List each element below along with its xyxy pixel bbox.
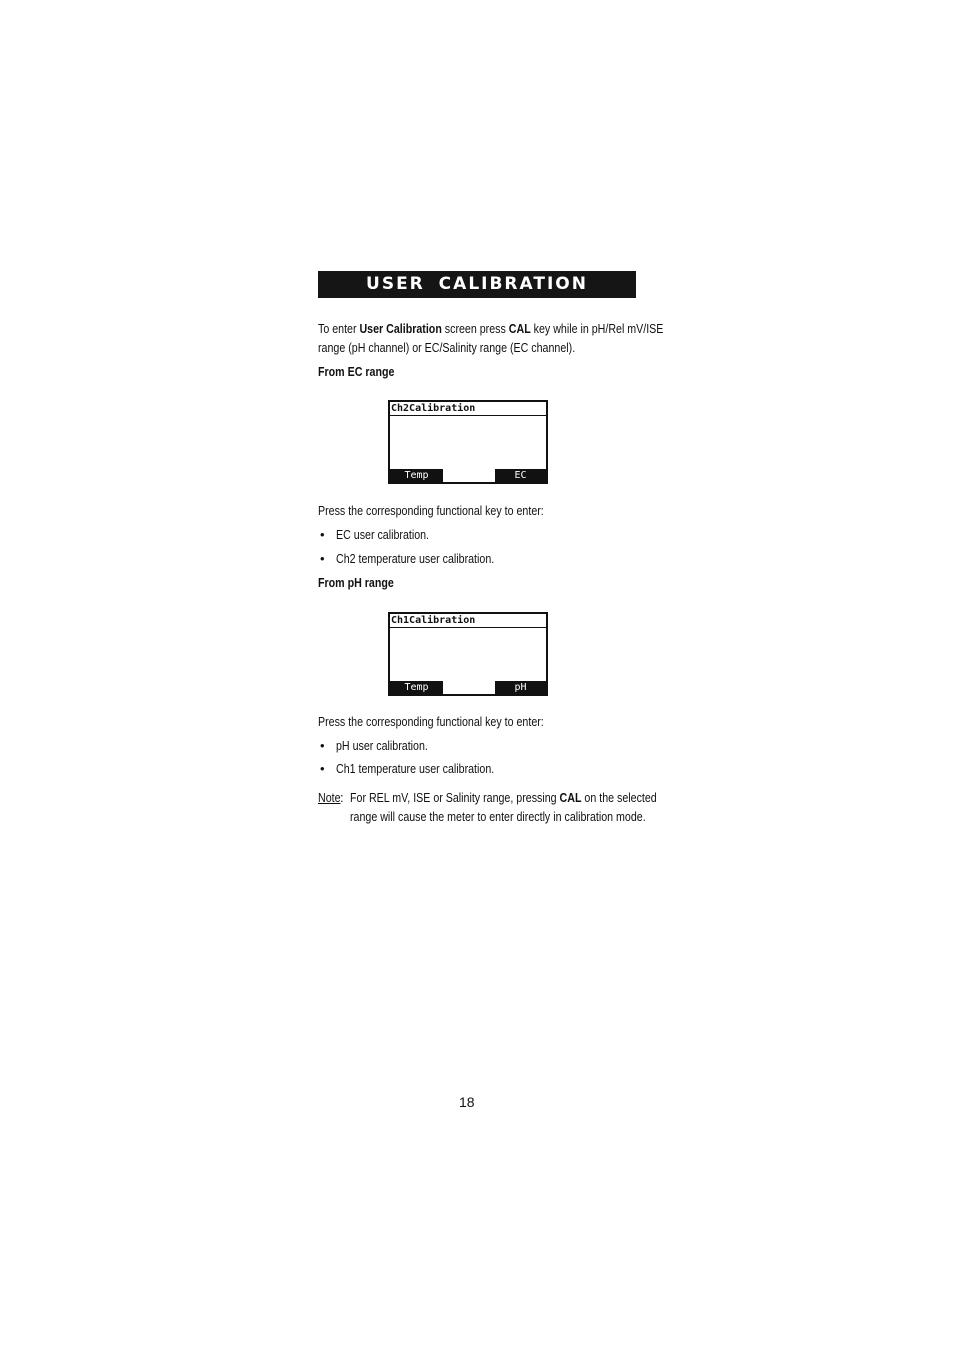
ec-heading [318, 362, 648, 381]
ec-bullet-2-text: Ch2 temperature user calibration. [336, 551, 495, 566]
note-line-2: range will cause the meter to enter directly in calibration mode. [350, 809, 646, 824]
ec-lcd-key-ec: EC [495, 469, 546, 482]
intro-line-1 [318, 319, 663, 338]
intro-text-1: To enter [318, 321, 360, 336]
note-body [350, 788, 662, 826]
intro-text-3: key while in pH/Rel mV/ISE [530, 321, 664, 336]
ec-bullet-1-text: EC user calibration. [336, 527, 430, 542]
note-text-2: on the selected [581, 790, 657, 805]
note-colon: : [340, 790, 344, 805]
ph-instruction-text: Press the corresponding functional key to enter: [318, 714, 544, 729]
ph-lcd-key-ph: pH [495, 681, 546, 694]
ph-instruction [318, 712, 648, 731]
ec-instruction-text: Press the corresponding functional key to enter: [318, 503, 544, 518]
bullet-dot: • [320, 527, 325, 542]
ec-instruction [318, 501, 648, 520]
ph-lcd-screen [388, 612, 548, 696]
intro-line-2: range (pH channel) or EC/Salinity range (EC channel). [318, 340, 576, 355]
intro-bold-cal: CAL [508, 321, 531, 336]
note-bold-cal: CAL [559, 790, 582, 805]
section-title-banner [318, 271, 636, 298]
intro-bold-user-calibration: User Calibration [359, 321, 442, 336]
bullet-dot: • [320, 738, 325, 753]
ph-heading [318, 573, 648, 592]
intro-paragraph [318, 319, 664, 357]
ec-lcd-title: Ch2Calibration [390, 402, 546, 416]
ph-bullet-2-text: Ch1 temperature user calibration. [336, 761, 495, 776]
note-text-1: For REL mV, ISE or Salinity range, pressing [350, 790, 560, 805]
bullet-dot: • [320, 551, 325, 566]
ph-heading-text: From pH range [318, 575, 394, 590]
ec-lcd-key-temp: Temp [390, 469, 443, 482]
section-title: USER CALIBRATION [366, 274, 588, 294]
ph-lcd-key-temp: Temp [390, 681, 443, 694]
intro-text-2: screen press [441, 321, 509, 336]
ph-bullet-1-text: pH user calibration. [336, 738, 428, 753]
bullet-dot: • [320, 761, 325, 776]
page-number: 18 [459, 1094, 475, 1110]
ec-heading-text: From EC range [318, 364, 395, 379]
note-label: Note [318, 790, 341, 805]
ph-lcd-title: Ch1Calibration [390, 614, 546, 628]
ec-lcd-screen [388, 400, 548, 484]
